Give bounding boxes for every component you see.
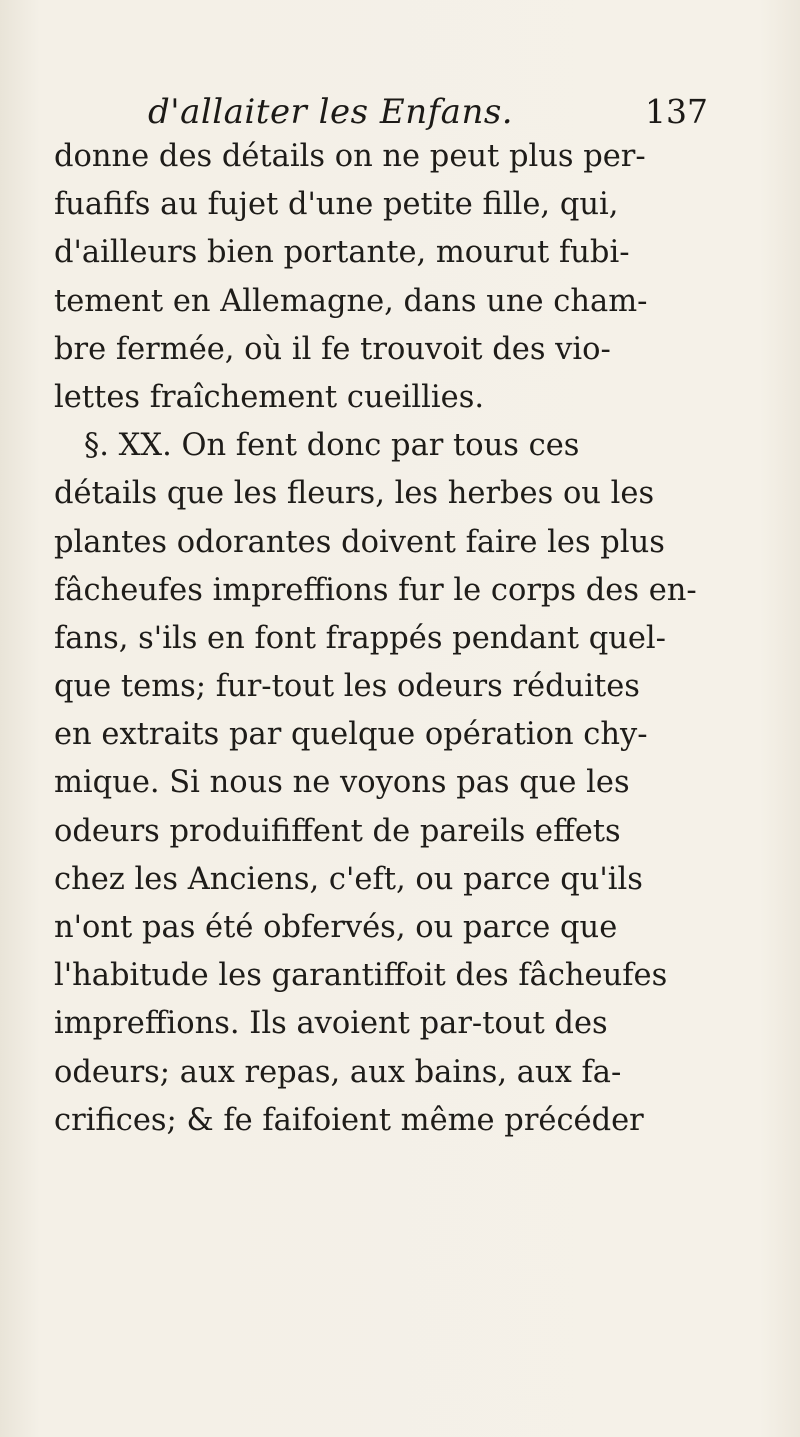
text-line: fuafifs au fujet d'une petite fille, qui, bbox=[54, 187, 619, 223]
text-line: odeurs; aux repas, aux bains, aux fa- bbox=[54, 1054, 622, 1090]
text-line: odeurs produififfent de pareils effets bbox=[54, 813, 621, 849]
text-line: fâcheufes impreffions fur le corps des en- bbox=[54, 572, 697, 608]
text-line: que tems; fur-tout les odeurs réduites bbox=[54, 669, 640, 705]
text-line: détails que les fleurs, les herbes ou les bbox=[54, 476, 655, 512]
text-line: chez les Anciens, c'eft, ou parce qu'ils bbox=[54, 861, 643, 897]
running-title: d'allaiter les Enfans. bbox=[148, 92, 514, 132]
text-line: lettes fraîchement cueillies. bbox=[54, 379, 485, 415]
page-number: 137 bbox=[645, 92, 708, 131]
text-line: impreffions. Ils avoient par-tout des bbox=[54, 1006, 608, 1042]
text-line: tement en Allemagne, dans une cham- bbox=[54, 283, 648, 319]
text-line: n'ont pas été obfervés, ou parce que bbox=[54, 910, 618, 945]
text-line: mique. Si nous ne voyons pas que les bbox=[54, 765, 630, 801]
text-line: l'habitude les garantiffoit des fâcheufes bbox=[54, 958, 668, 994]
section-start-line: §. XX. On fent donc par tous ces bbox=[84, 428, 580, 464]
text-line: crifices; & fe faifoient même précéder bbox=[54, 1102, 644, 1138]
text-line: fans, s'ils en font frappés pendant quel- bbox=[54, 620, 666, 656]
body-text bbox=[54, 133, 734, 1145]
text-line: en extraits par quelque opération chy- bbox=[54, 717, 648, 753]
text-line: bre fermée, où il fe trouvoit des vio- bbox=[54, 331, 611, 367]
text-line: d'ailleurs bien portante, mourut fubi- bbox=[54, 235, 630, 271]
text-line: plantes odorantes doivent faire les plus bbox=[54, 524, 665, 560]
text-line: donne des détails on ne peut plus per- bbox=[54, 139, 646, 174]
